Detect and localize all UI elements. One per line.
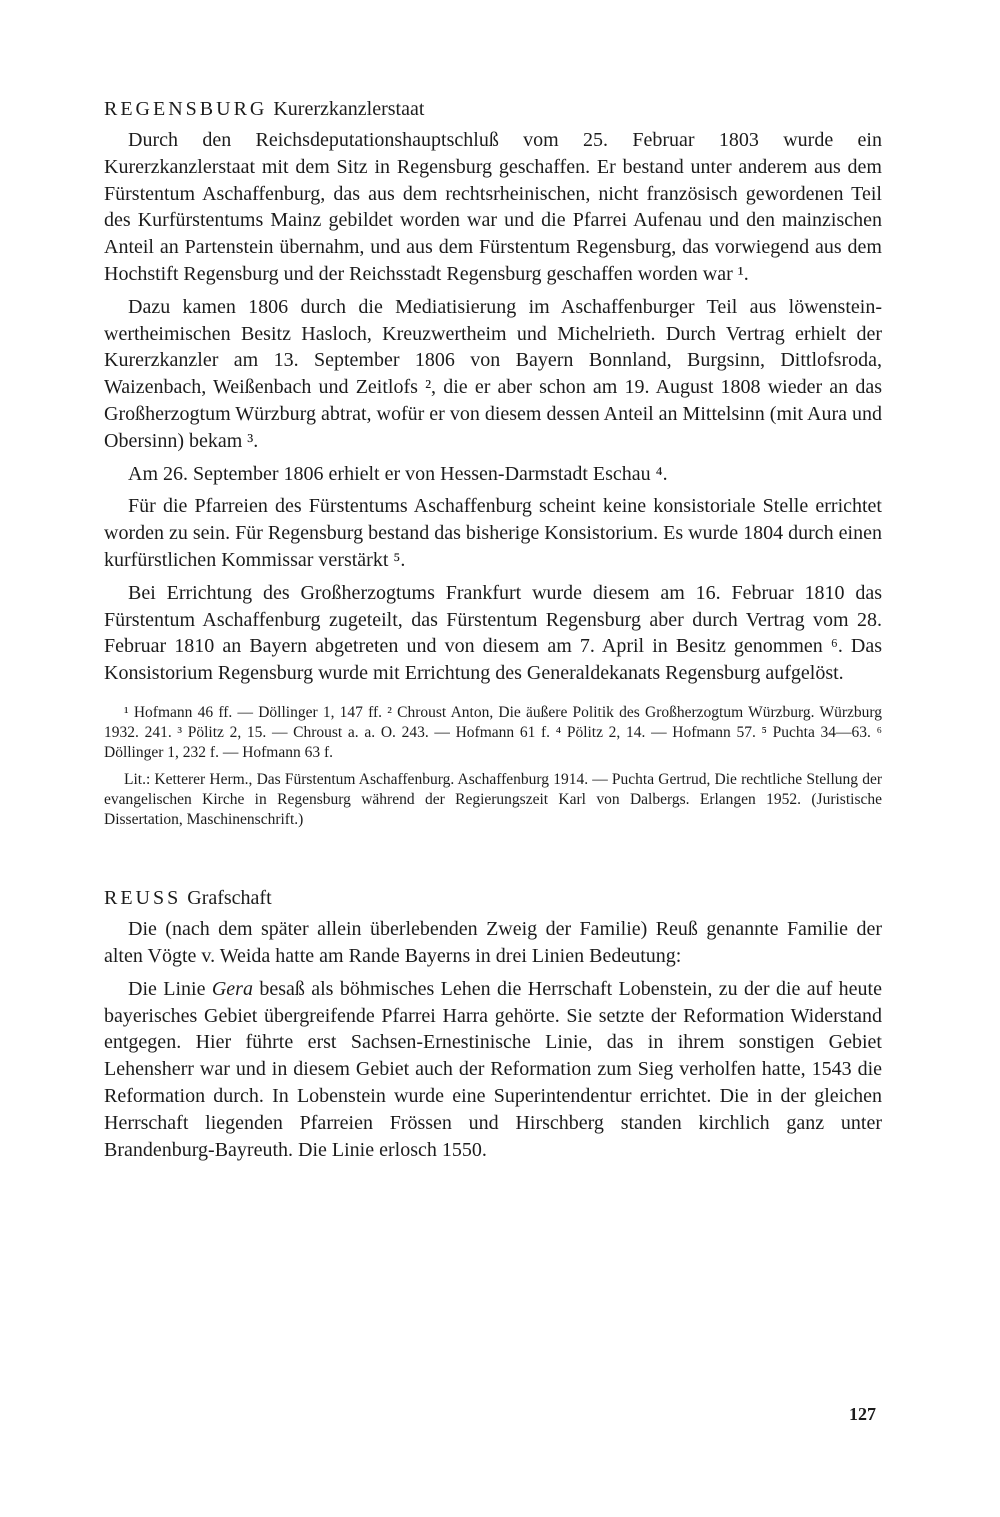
literature-note: Lit.: Ketterer Herm., Das Fürstentum Aschaffenburg. Aschaffenburg 1914. — Puchta Gertrud, Die rechtliche Stellung der evangelischen Kirche in Regensburg während der Regierungszeit Karl von Dalbergs. Erlangen 1952. (Juristische Dissertation, Maschinenschrift.): [104, 770, 882, 828]
section-subtitle: Kurerzkanzlerstaat: [273, 98, 425, 120]
section-spacer: [104, 830, 882, 884]
section-title: REUSS: [104, 887, 182, 910]
paragraph: Dazu kamen 1806 durch die Mediatisierung im Aschaffenburger Teil aus löwenstein-wertheimischen Besitz Hasloch, Kreuzwertheim und Michelrieth. Durch Vertrag erhielt der Kurerzkanzler am 13. September 1806 von Bayern Bonnland, Burgsinn, Dittlofsroda, Waizenbach, Weißenbach und Zeitlofs ², die er aber schon am 19. August 1808 wieder an das Großherzogtum Würzburg abtrat, wofür er von diesem dessen Anteil an Mittelsinn (mit Aura und Obersinn) bekam ³.: [104, 295, 882, 452]
paragraph: Für die Pfarreien des Fürstentums Aschaffenburg scheint keine konsistoriale Stelle errichtet worden zu sein. Für Regensburg bestand das bisherige Konsistorium. Es wurde 1804 durch einen kurfürstlichen Kommissar verstärkt ⁵.: [104, 495, 882, 571]
section-subtitle: Grafschaft: [187, 887, 272, 910]
footnotes-block: [104, 703, 882, 830]
section-heading-reuss: [104, 884, 882, 912]
paragraph: Bei Errichtung des Großherzogtums Frankfurt wurde diesem am 16. Februar 1810 das Fürstentum Aschaffenburg zugeteilt, das Fürstentum Regensburg aber durch Vertrag vom 28. Februar 1810 an Bayern abgetreten und von diesem am 7. April in Besitz genommen ⁶. Das Konsistorium Regensburg wurde mit Errichtung des Generaldekanats Regensburg aufgelöst.: [104, 581, 882, 685]
paragraph: Die (nach dem später allein überlebenden Zweig der Familie) Reuß genannte Familie der alten Vögte v. Weida hatte am Rande Bayerns in drei Linien Bedeutung:: [104, 918, 882, 967]
section-heading-regensburg: [104, 95, 882, 123]
paragraph-rest: besaß als böhmisches Lehen die Herrschaft Lobenstein, zu der die auf heute bayerisches Gebiet übergreifende Pfarrei Harra gehörte. Sie setzte der Reformation Widerstand entgegen. Hier führte erst Sachsen-Ernestinische Linie, das in ihrem sonstigen Gebiet Lehensherr war und in diesem Gebiet auch der Reformation zum Sieg verholfen hatte, 1543 die Reformation durch. In Lobenstein wurde eine Superintendentur errichtet. Die in der gleichen Herrschaft liegenden Pfarreien Frössen und Hirschberg standen kirchlich ganz unter Brandenburg-Bayreuth. Die Linie erlosch 1550.: [104, 977, 882, 1161]
paragraph-start: Die Linie: [128, 977, 212, 1000]
paragraph: Durch den Reichsdeputationshauptschluß vom 25. Februar 1803 wurde ein Kurerzkanzlerstaat mit dem Sitz in Regensburg geschaffen. Er bestand unter anderem aus dem Fürstentum Aschaffenburg, das aus dem rechtsrheinischen, nicht französisch gewordenen Teil des Kurfürstentums Mainz gebildet worden war und die Pfarrei Aufenau und den mainzischen Anteil an Partenstein übernahm, und aus dem Fürstentum Regensburg, das vorwiegend aus dem Hochstift Regensburg und der Reichsstadt Regensburg geschaffen worden war ¹.: [104, 129, 882, 285]
paragraph: [104, 976, 882, 1164]
page-number: 127: [849, 1404, 876, 1424]
italic-term: Gera: [211, 977, 253, 1000]
paragraph: Am 26. September 1806 erhielt er von Hessen-Darmstadt Eschau ⁴.: [128, 462, 668, 485]
section-title: REGENSBURG: [104, 98, 268, 120]
footnotes: ¹ Hofmann 46 ff. — Döllinger 1, 147 ff. ² Chroust Anton, Die äußere Politik des Großherzogtum Würzburg. Würzburg 1932. 241. ³ Pölitz 2, 15. — Chroust a. a. O. 243. — Hofmann 61 f. ⁴ Pölitz 2, 14. — Hofmann 57. ⁵ Puchta 34—63. ⁶ Döllinger 1, 232 f. — Hofmann 63 f.: [104, 703, 882, 762]
